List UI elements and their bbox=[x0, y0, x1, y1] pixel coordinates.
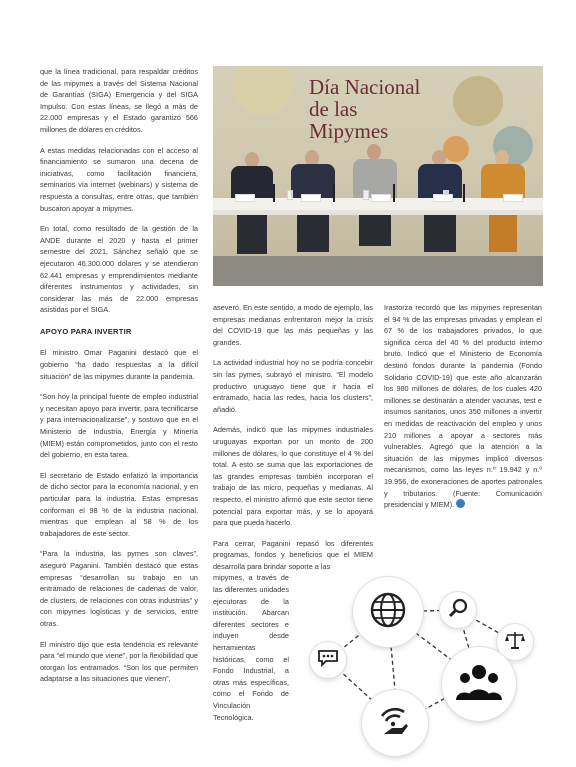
paragraph: “Para la industria, las pymes son claves”, aseguró Paganini. También destacó que estas empresas “desarrollan su trabajo en un entramado de relaciones de cadenas de valor, de clusters, de relaciones con otras industrias” y con mipymes logísticas y de servicios, entre otras. bbox=[40, 549, 198, 628]
scales-icon bbox=[504, 629, 526, 656]
magnifier-icon bbox=[447, 597, 469, 624]
people-icon bbox=[455, 662, 503, 707]
nameplate bbox=[503, 194, 523, 202]
wifi-hand-icon bbox=[376, 702, 414, 745]
paragraph bbox=[384, 302, 542, 511]
paragraph: “Son hoy la principal fuente de empleo industrial y necesitan apoyo para invertir, para tecnificarse y para internacionalizarse”, y sostuvo que en el Ministerio de Industria, Energía y Minería (MIEM) están comprometidos, junto con el resto del gobierno, en esta tarea. bbox=[40, 392, 198, 460]
paragraph: La actividad industrial hoy no se podría concebir sin las pymes, subrayó el ministro. “El modelo productivo uruguayo tiene que ir hacia el entramado, hacia las redes, hacia los clusters”, añadió. bbox=[213, 358, 373, 414]
paragraph: que la línea tradicional, para respaldar créditos de las mipymes a través del Sistema Nacional de Garantías (SIGA) Emergencia y del SIGA Impulso. Con estas líneas, se llegó a más de 22.000 empresas y el Estado garantizó 566 millones de dólares en créditos. bbox=[40, 67, 198, 134]
water-glass bbox=[287, 190, 293, 200]
nameplate bbox=[301, 194, 321, 202]
paragraph-text: Irastorza recordó que las mipymes representan el 94 % de las empresas privadas y emplean el 67 % de los trabajadores privados, lo que significa cerca del 40 % del producto interno bruto. Indicó que el Ministerio de Economía destinó fondos durante la pandemia (Fondo Solidario COVID-19) que este año alcanzarán los 980 millones de dólares, de los cuales 420 millones se destinarán a atender vacunas, test e insumos sanitarios, unos 350 millones a invertir en medidas de reactivación del empleo y unos 210 millones a apoyar a sectores más vulnerables. Agregó que la atención a la situación de las mipymes implicó diversos mecanismos, como las leyes n.º 19.942 y n.º 19.956, de exoneraciones de aportes patronales y tributarios. (Fuente: Comunicación presidencial y MIEM). bbox=[384, 303, 542, 510]
banner-line: Mipymes bbox=[309, 119, 389, 143]
section-heading: APOYO PARA INVERTIR bbox=[40, 326, 132, 336]
microphone bbox=[463, 184, 465, 202]
nameplate bbox=[235, 194, 255, 202]
search-node bbox=[440, 592, 476, 628]
water-glass bbox=[363, 190, 369, 200]
article-end-icon bbox=[456, 499, 465, 508]
microphone bbox=[393, 184, 395, 202]
paragraph: A estas medidas relacionadas con el acceso al financiamiento se sumaron una decena de iniciativas, como facilitación financiera, seminarios vía internet (webinars) y sistema de respuesta a consultas, entre otras, que también buscaron apoyar a mipymes. bbox=[40, 145, 198, 213]
paragraph: Para cerrar, Paganini repasó los diferentes programas, fondos y beneficios que el MIEM desarrolla para brindar soporte a las bbox=[213, 538, 373, 571]
paragraph: El ministro dijo que esta tendencia es relevante para “el mundo que viene”, por la flexibilidad que otorgan los entramados. “Son los que permiten adaptarse a las situaciones que vienen”, bbox=[40, 639, 198, 684]
banner-line: Día Nacional bbox=[309, 75, 421, 99]
article-column-3 bbox=[384, 302, 542, 520]
article-column-1 bbox=[40, 66, 198, 694]
paragraph: mipymes, a través de las diferentes unidades ejecutoras de la institución. Abarcan diferentes sectores e induyen desde herramientas históricas, como el Fondo Industrial, a otras más específicas, como el Fondo de Vinculación Tecnológica. bbox=[213, 573, 289, 722]
nameplate bbox=[371, 194, 391, 202]
paragraph: El secretario de Estado enfatizó la importancia de dicho sector para la economía nacional, y en particular para la industria. Estas empresas conforman el 98 % de la industria nacional, mientras que emplean al 58 % de los trabajadores de este sector. bbox=[40, 470, 198, 538]
globe-icon bbox=[368, 590, 408, 635]
chat-node bbox=[310, 642, 346, 678]
speech-bubble-icon bbox=[317, 648, 339, 673]
paragraph: En total, como resultado de la gestión de la ANDE durante el 2020 y hasta el primer semestre del 2021, Sánchez señaló que se ejecutaron 46.300.000 dólares y se atendieron 62.441 empresas y emprendimientos mediante diferentes instrumentos y actividades, sin considerar las más de 22.000 empresas asistidas por el SIGA. bbox=[40, 224, 198, 315]
decorative-shape bbox=[443, 136, 469, 162]
event-photo bbox=[213, 66, 543, 286]
paragraph: aseveró. En este sentido, a modo de ejemplo, las empresas medianas enfrentaron mejor la crisis del COVID-19 que las más pequeñas y las grandes. bbox=[213, 303, 373, 347]
connectivity-node bbox=[362, 690, 428, 756]
paragraph: El ministro Omar Paganini destacó que el gobierno “ha dado respuestas a la difícil situación” de las mipymes durante la pandemia. bbox=[40, 348, 198, 381]
banner-line: de las bbox=[309, 97, 358, 121]
table-edge bbox=[213, 210, 543, 215]
banner-title bbox=[309, 76, 420, 142]
paragraph: Además, indicó que las mipymes industriales uruguayas exportan por un monto de 200 millones de dólares, lo que constituye el 4 % del total. A esto se suma que las exportaciones de las grandes empresas también incorporan el trabajo de las micro, pequeñas y medianas. Al respecto, el ministro afirmó que este sector tiene potencial para exportar más, y se lo apoyará para que pueda hacerlo. bbox=[213, 425, 373, 528]
globe-node bbox=[353, 577, 423, 647]
nameplate bbox=[433, 194, 453, 202]
microphone bbox=[273, 184, 275, 202]
microphone bbox=[333, 184, 335, 202]
decorative-shape bbox=[453, 76, 503, 126]
community-node bbox=[442, 647, 516, 721]
decorative-shape bbox=[233, 66, 293, 116]
floor bbox=[213, 256, 543, 286]
network-diagram bbox=[300, 582, 550, 767]
